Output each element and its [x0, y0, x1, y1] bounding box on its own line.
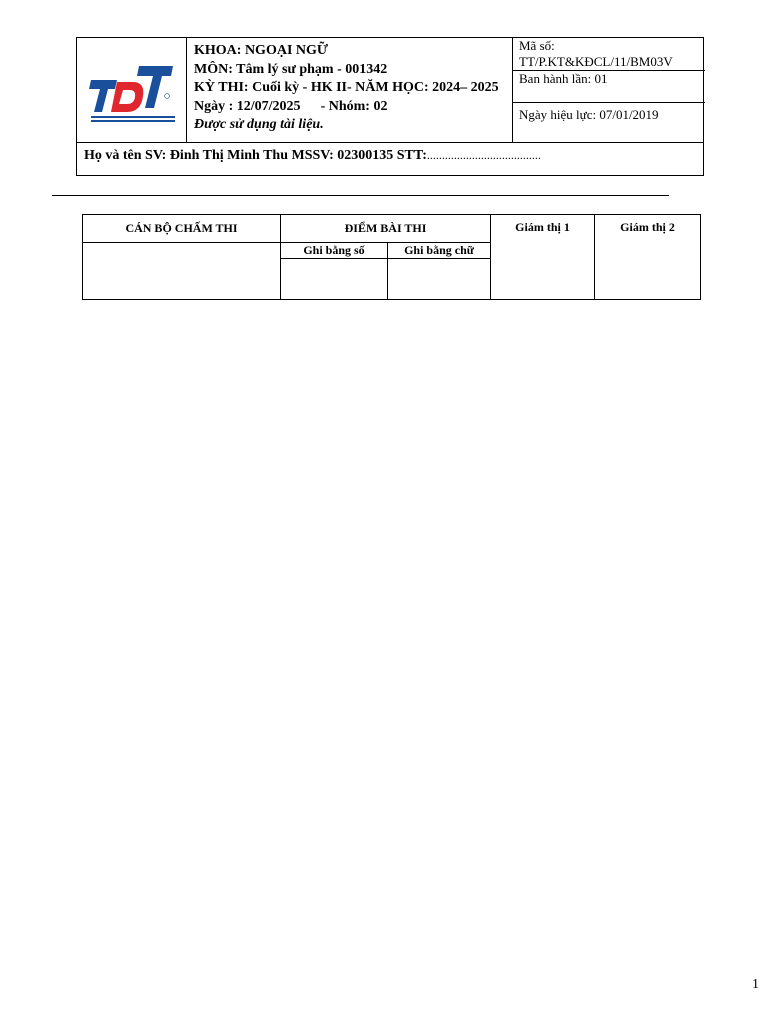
form-code-label: Mã số:	[519, 38, 555, 53]
student-info-text: Họ và tên SV: Đinh Thị Minh Thu MSSV: 02300135 STT:	[84, 148, 427, 163]
exam-date-group	[194, 98, 512, 117]
stt-blank: ......................................	[426, 148, 541, 162]
exam-info	[187, 38, 513, 142]
page-number: 1	[752, 977, 759, 992]
form-meta	[513, 38, 705, 142]
exam-date: Ngày : 12/07/2025	[194, 98, 301, 114]
form-effective-date: Ngày hiệu lực: 07/01/2019	[519, 107, 659, 122]
form-code	[513, 38, 705, 71]
form-issue: Ban hành lần: 01	[513, 71, 705, 103]
score-header: ĐIỂM BÀI THI	[281, 215, 491, 243]
score-number-value	[281, 259, 388, 300]
student-info	[77, 142, 703, 175]
grader-header: CÁN BỘ CHẤM THI	[83, 215, 281, 243]
proctor2-header: Giám thị 2	[620, 220, 675, 234]
exam-header	[76, 37, 704, 176]
form-code-value: TT/P.KT&KĐCL/11/BM03V	[519, 54, 673, 69]
score-words-value	[388, 259, 491, 300]
proctor1-cell	[491, 215, 595, 300]
materials-note: Được sử dụng tài liệu.	[194, 117, 324, 133]
divider-line	[52, 195, 669, 196]
score-words-header: Ghi bằng chữ	[388, 243, 491, 259]
grader-signature	[83, 243, 281, 300]
score-number-header: Ghi bằng số	[281, 243, 388, 259]
score-table	[82, 214, 701, 300]
exam-term: KỲ THI: Cuối kỳ - HK II- NĂM HỌC: 2024– 2025	[194, 80, 499, 96]
subject: MÔN: Tâm lý sư phạm - 001342	[194, 61, 388, 77]
tdt-university-logo	[87, 60, 177, 126]
exam-group: - Nhóm: 02	[320, 98, 388, 114]
proctor1-header: Giám thị 1	[515, 220, 570, 234]
logo-cell	[77, 38, 187, 142]
faculty: KHOA: NGOẠI NGỮ	[194, 43, 329, 58]
proctor2-cell	[595, 215, 701, 300]
